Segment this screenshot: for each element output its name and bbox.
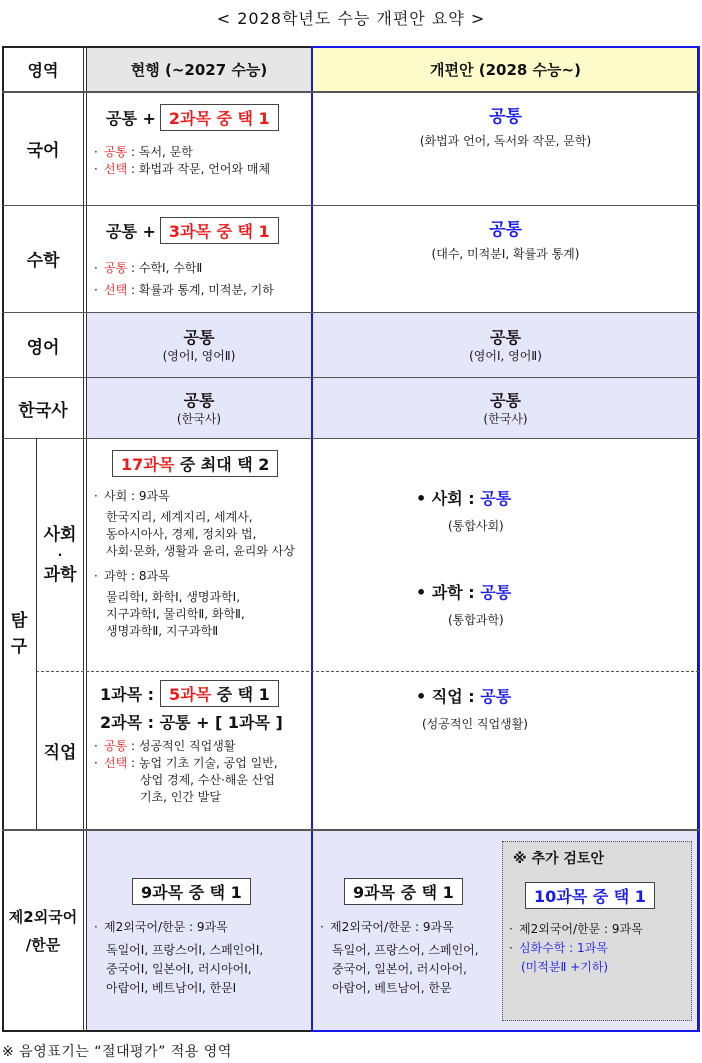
history-current-title: 공통 [183,391,215,410]
header-reform: 개편안 (2028 수능~) [430,60,581,79]
english-reform-detail: (영어Ⅰ, 영어Ⅱ) [469,349,542,363]
science-head: · 과학 : 8과목 [94,569,170,583]
history-reform-title: 공통 [490,391,521,410]
reform-social: • 사회 : 공통 [416,489,512,508]
reform-vocational: • 직업 : 공통 [416,687,512,706]
english-reform-title: 공통 [490,328,521,347]
korean-current-item-common: · 공통 : 독서, 문학 [94,145,193,159]
korean-reform-detail: (화법과 언어, 독서와 작문, 문학) [419,134,592,148]
korean-current-prefix: 공통 + [106,109,156,128]
english-current [86,312,312,378]
row-label-math: 수학 [26,251,60,271]
math-current-box: 3과목 중 택 1 [160,217,279,244]
foreign-reform [312,830,502,1032]
vocational-item-common: · 공통 : 성공적인 직업생활 [94,739,236,753]
reform-social-detail: (통합사회) [448,519,504,533]
row-label-foreign: 제2외국어 /한문 [8,908,78,954]
row-label-social-science: 사회 · 과학 [43,524,77,585]
footnote: ※ 음영표기는 “절대평가” 적용 영역 [2,1044,232,1060]
korean-current-box: 2과목 중 택 1 [160,104,279,131]
foreign-current-subjects: 독일어Ⅰ, 프랑스어Ⅰ, 스페인어Ⅰ, 중국어Ⅰ, 일본어Ⅰ, 러시아어Ⅰ, 아랍어Ⅰ, 베트남어Ⅰ, 한문Ⅰ [106,943,264,995]
vocational-current [86,672,312,829]
history-reform-detail: (한국사) [483,412,528,426]
vocational-elective-cont: 상업 경제, 수산·해운 산업 기초, 인간 발달 [140,773,275,804]
vocational-line2: 2과목 : 공통 + [ 1과목 ] [100,713,283,732]
foreign-reform-head: · 제2외국어/한문 : 9과목 [320,920,454,934]
korean-reform-title: 공통 [489,107,522,127]
social-science-current-box: 17과목 중 최대 택 2 [112,450,278,477]
row-label-english: 영어 [26,337,60,358]
math-reform [312,205,699,312]
history-current-detail: (한국사) [176,412,222,426]
additional-item-advanced-math-detail: (미적분Ⅱ +기하) [521,960,609,974]
reform-vocational-detail: (성공적인 직업생활) [422,717,528,731]
row-label-vocational: 직업 [43,743,77,763]
math-current-item-elective: · 선택 : 확률과 통계, 미적분, 기하 [94,283,274,297]
korean-current [86,92,312,205]
history-current [86,378,312,438]
additional-review-title: ※ 추가 검토안 [513,851,604,867]
social-subjects: 한국지리, 세계지리, 세계사, 동아시아사, 경제, 정치와 법, 사회·문화, 생활과 윤리, 윤리와 사상 [106,510,295,558]
header-area: 영역 [27,60,59,80]
social-science-reform [312,438,699,671]
row-label-history: 한국사 [18,400,68,421]
foreign-current [86,830,312,1032]
social-head: · 사회 : 9과목 [94,489,170,503]
additional-review-box [502,841,692,1021]
foreign-current-head: · 제2외국어/한문 : 9과목 [94,920,228,934]
reform-science: • 과학 : 공통 [416,583,512,602]
english-current-detail: (영어Ⅰ, 영어Ⅱ) [162,349,236,363]
vocational-reform [312,672,699,829]
math-reform-detail: (대수, 미적분Ⅰ, 확률과 통계) [431,247,580,261]
row-label-korean: 국어 [26,141,60,161]
header-current: 현행 (~2027 수능) [130,60,268,79]
foreign-current-box: 9과목 중 택 1 [132,878,251,905]
english-current-title: 공통 [183,328,215,347]
math-current [86,205,312,312]
math-reform-title: 공통 [489,220,522,240]
additional-item-foreign: · 제2외국어/한문 : 9과목 [509,922,643,936]
history-reform [312,378,699,438]
page-title: < 2028학년도 수능 개편안 요약 > [216,9,486,28]
korean-current-item-elective: · 선택 : 화법과 작문, 언어와 매체 [94,162,271,176]
vocational-item-elective: · 선택 : 농업 기초 기술, 공업 일반, [94,756,278,770]
additional-item-advanced-math: · 심화수학 : 1과목 [509,941,608,955]
math-current-prefix: 공통 + [106,222,156,241]
row-label-inquiry: 탐 구 [10,610,28,657]
reform-science-detail: (통합과학) [448,613,504,627]
foreign-reform-box: 9과목 중 택 1 [344,878,463,905]
math-current-item-common: · 공통 : 수학Ⅰ, 수학Ⅱ [94,261,203,275]
social-science-current [86,438,312,671]
korean-reform [312,92,699,205]
vocational-line1: 1과목 : 5과목 중 택 1 [100,680,279,707]
science-subjects: 물리학Ⅰ, 화학Ⅰ, 생명과학Ⅰ, 지구과학Ⅰ, 물리학Ⅱ, 화학Ⅱ, 생명과학Ⅱ, 지구과학Ⅱ [106,590,245,638]
foreign-reform-subjects: 독일어, 프랑스어, 스페인어, 중국어, 일본어, 러시아어, 아랍어, 베트남어, 한문 [332,943,479,995]
additional-review-box-label: 10과목 중 택 1 [525,882,655,909]
english-reform [312,312,699,378]
